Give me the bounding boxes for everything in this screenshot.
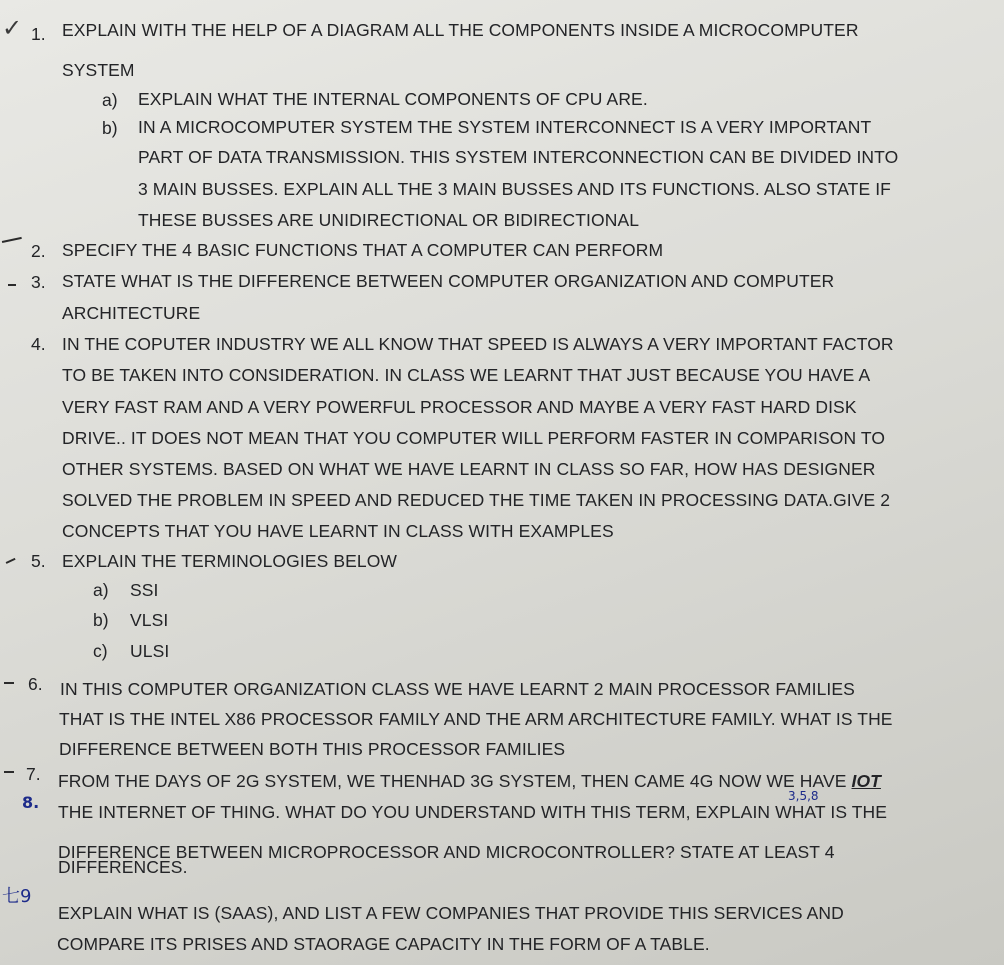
q3-line2: ARCHITECTURE	[62, 303, 201, 323]
q6-number: 6.	[28, 674, 43, 694]
q3-number: 3.	[31, 272, 46, 292]
q4-line2: TO BE TAKEN INTO CONSIDERATION. IN CLASS WE LEARNT THAT JUST BECAUSE YOU HAVE A	[62, 365, 871, 385]
pencil-tick-q5	[6, 558, 16, 564]
q4-line3: VERY FAST RAM AND A VERY POWERFUL PROCESSOR AND MAYBE A VERY FAST HARD DISK	[62, 397, 857, 417]
q4-number: 4.	[31, 334, 46, 354]
q2-text: SPECIFY THE 4 BASIC FUNCTIONS THAT A COMPUTER CAN PERFORM	[62, 240, 664, 260]
pencil-check-mark: ✓	[2, 14, 23, 42]
q7-iot-emphasis: IOT	[851, 771, 881, 791]
handwritten-annotation-358: 3,5,8	[788, 789, 819, 803]
q1a-text: EXPLAIN WHAT THE INTERNAL COMPONENTS OF CPU ARE.	[138, 89, 648, 109]
q5b-text: VLSI	[130, 610, 169, 630]
q1a-label: a)	[102, 90, 118, 110]
q8-line1: DIFFERENCE BETWEEN MICROPROCESSOR AND MICROCONTROLLER? STATE AT LEAST 4	[58, 842, 835, 862]
q1-text-line2: SYSTEM	[62, 60, 135, 80]
q5b-label: b)	[93, 610, 109, 630]
q1b-line2: PART OF DATA TRANSMISSION. THIS SYSTEM INTERCONNECTION CAN BE DIVIDED INTO	[138, 147, 899, 167]
q4-line7: CONCEPTS THAT YOU HAVE LEARNT IN CLASS WITH EXAMPLES	[62, 521, 614, 541]
q7-line1-text: FROM THE DAYS OF 2G SYSTEM, WE THENHAD 3G SYSTEM, THEN CAME 4G NOW WE HAVE	[58, 771, 852, 791]
q4-line5: OTHER SYSTEMS. BASED ON WHAT WE HAVE LEARNT IN CLASS SO FAR, HOW HAS DESIGNER	[62, 459, 876, 479]
q1b-line4: THESE BUSSES ARE UNIDIRECTIONAL OR BIDIRECTIONAL	[138, 210, 640, 230]
q6-line3: DIFFERENCE BETWEEN BOTH THIS PROCESSOR FAMILIES	[59, 739, 566, 759]
q2-number: 2.	[31, 241, 46, 261]
pencil-tick-q2	[2, 237, 22, 243]
pencil-tick-q6	[4, 682, 14, 684]
q8-line2: DIFFERENCES.	[58, 857, 188, 877]
q5c-label: c)	[93, 641, 108, 661]
q5a-label: a)	[93, 580, 109, 600]
q6-line2: THAT IS THE INTEL X86 PROCESSOR FAMILY AND THE ARM ARCHITECTURE FAMILY. WHAT IS THE	[59, 709, 893, 729]
q5c-text: ULSI	[130, 641, 170, 661]
q6-line1: IN THIS COMPUTER ORGANIZATION CLASS WE HAVE LEARNT 2 MAIN PROCESSOR FAMILIES	[60, 679, 855, 699]
q5a-text: SSI	[130, 580, 159, 600]
pencil-tick-q7	[4, 771, 14, 773]
q9-line2: COMPARE ITS PRISES AND STAORAGE CAPACITY IN THE FORM OF A TABLE.	[57, 934, 710, 954]
q4-line6: SOLVED THE PROBLEM IN SPEED AND REDUCED THE TIME TAKEN IN PROCESSING DATA.GIVE 2	[62, 490, 891, 510]
q1b-line1: IN A MICROCOMPUTER SYSTEM THE SYSTEM INTERCONNECT IS A VERY IMPORTANT	[138, 117, 872, 137]
q7-number: 7.	[26, 764, 41, 784]
q3-line1: STATE WHAT IS THE DIFFERENCE BETWEEN COMPUTER ORGANIZATION AND COMPUTER	[62, 271, 835, 291]
q7-line2: THE INTERNET OF THING. WHAT DO YOU UNDERSTAND WITH THIS TERM, EXPLAIN WHAT IS THE	[58, 802, 888, 822]
q1b-label: b)	[102, 118, 118, 138]
q9-line1: EXPLAIN WHAT IS (SAAS), AND LIST A FEW COMPANIES THAT PROVIDE THIS SERVICES AND	[58, 903, 844, 923]
pencil-tick-q3	[8, 284, 16, 286]
q1-text-line1: EXPLAIN WITH THE HELP OF A DIAGRAM ALL THE COMPONENTS INSIDE A MICROCOMPUTER	[62, 20, 859, 40]
q4-line4: DRIVE.. IT DOES NOT MEAN THAT YOU COMPUTER WILL PERFORM FASTER IN COMPARISON TO	[62, 428, 886, 448]
q1-number: 1.	[31, 24, 46, 44]
q7-line1	[58, 771, 881, 792]
q9-handwritten-marker: 七9	[2, 886, 32, 907]
q5-text: EXPLAIN THE TERMINOLOGIES BELOW	[62, 551, 398, 571]
q1b-line3: 3 MAIN BUSSES. EXPLAIN ALL THE 3 MAIN BUSSES AND ITS FUNCTIONS. ALSO STATE IF	[138, 179, 891, 199]
q4-line1: IN THE COPUTER INDUSTRY WE ALL KNOW THAT SPEED IS ALWAYS A VERY IMPORTANT FACTOR	[62, 334, 894, 354]
q8-handwritten-number: 8.	[22, 793, 40, 812]
q5-number: 5.	[31, 551, 46, 571]
